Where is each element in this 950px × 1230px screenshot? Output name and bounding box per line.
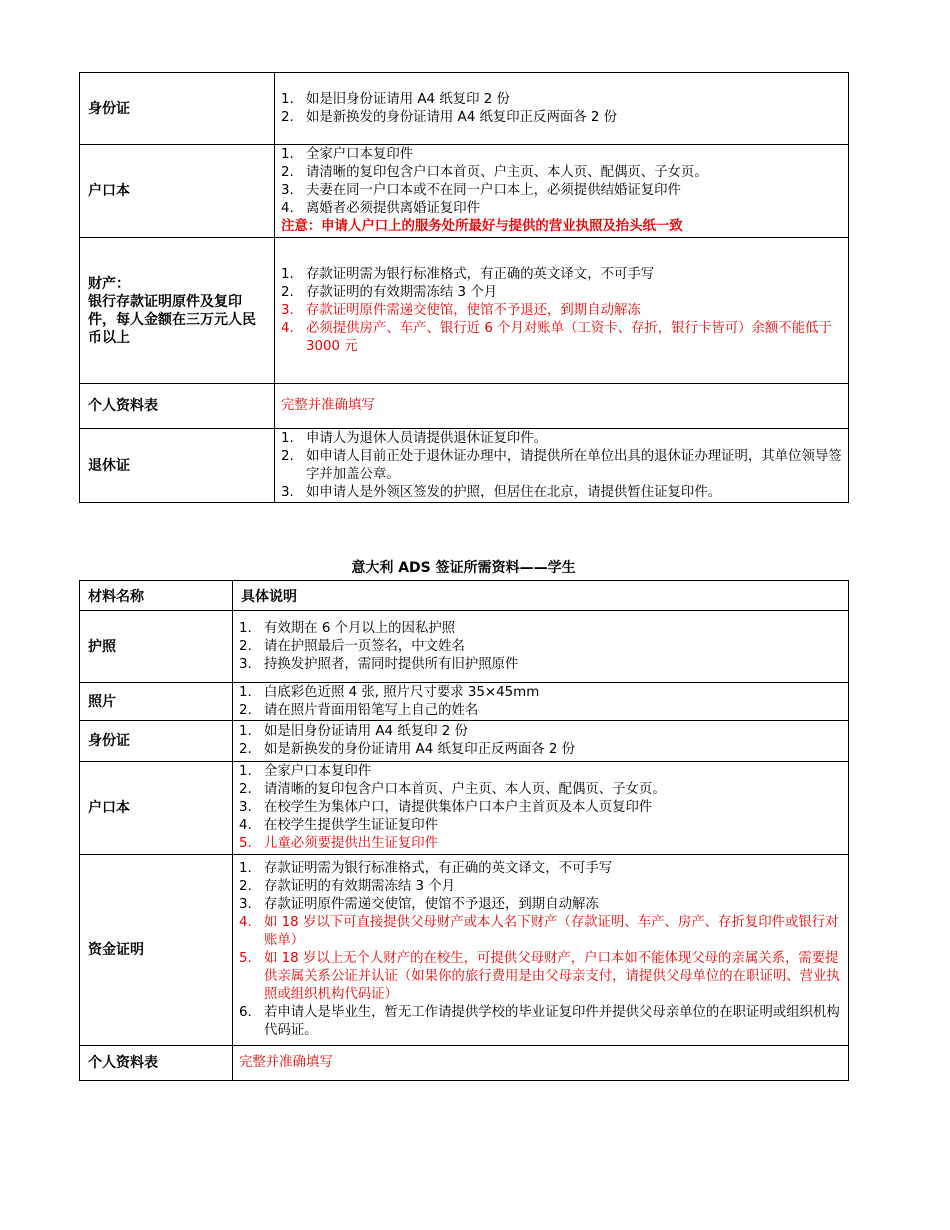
list-item: 3. 夫妻在同一户口本或不在同一户口本上，必须提供结婚证复印件 bbox=[281, 183, 681, 198]
table-row bbox=[80, 429, 849, 503]
list-item: 1. 申请人为退休人员请提供退休证复印件。 bbox=[281, 430, 548, 446]
row-content bbox=[233, 762, 849, 855]
list-item: 5. 儿童必须要提供出生证复印件 bbox=[239, 836, 439, 851]
row-content bbox=[275, 429, 849, 503]
list-item: 2. 请在照片背面用铅笔写上自己的姓名 bbox=[239, 702, 479, 718]
row-label-passport: 护照 bbox=[80, 611, 233, 683]
table-row bbox=[80, 762, 849, 855]
row-content: 完整并准确填写 bbox=[233, 1046, 849, 1081]
table-row bbox=[80, 145, 849, 238]
list-item: 6. 若申请人是毕业生，暂无工作请提供学校的毕业证复印件并提供父母亲单位的在职证明或组织机构代码证。 bbox=[239, 1005, 840, 1038]
row-label-household-register: 户口本 bbox=[80, 762, 233, 855]
row-content bbox=[233, 855, 849, 1046]
list-item: 3. 存款证明原件需递交使馆，使馆不予退还，到期自动解冻 bbox=[239, 897, 599, 912]
row-content bbox=[275, 73, 849, 145]
list-item: 1. 白底彩色近照 4 张, 照片尺寸要求 35×45mm bbox=[239, 684, 540, 700]
list-item: 3. 存款证明原件需递交使馆，使馆不予退还，到期自动解冻 bbox=[281, 302, 641, 318]
list-item: 2. 如是新换发的身份证请用 A4 纸复印正反两面各 2 份 bbox=[281, 109, 618, 125]
row-content bbox=[275, 145, 849, 238]
row-label-funds-proof: 资金证明 bbox=[80, 855, 233, 1046]
row-label-assets: 财产： 银行存款证明原件及复印件，每人金额在三万元人民币以上 bbox=[80, 238, 275, 384]
row-label-retirement-card: 退休证 bbox=[80, 429, 275, 503]
row-label-photo: 照片 bbox=[80, 683, 233, 721]
list-item: 5. 如 18 岁以上无个人财产的在校生，可提供父母财产，户口本如不能体现父母的亲属关系，需要提供亲属关系公证并认证（如果你的旅行费用是由父母亲支付，请提供父母单位的在职证明、营业执照或组织机构代码证） bbox=[239, 951, 840, 1002]
list-item: 2. 存款证明的有效期需冻结 3 个月 bbox=[239, 879, 456, 894]
row-content: 完整并准确填写 bbox=[275, 384, 849, 429]
row-label-personal-form: 个人资料表 bbox=[80, 384, 275, 429]
list-item: 2. 如是新换发的身份证请用 A4 纸复印正反两面各 2 份 bbox=[239, 742, 576, 757]
table-row bbox=[80, 721, 849, 762]
row-label-id-card: 身份证 bbox=[80, 73, 275, 145]
list-item: 3. 持换发护照者，需同时提供所有旧护照原件 bbox=[239, 656, 519, 672]
list-item: 2. 请在护照最后一页签名，中文姓名 bbox=[239, 638, 465, 654]
list-item: 1. 如是旧身份证请用 A4 纸复印 2 份 bbox=[239, 724, 468, 739]
household-note: 注意：申请人户口上的服务处所最好与提供的营业执照及抬头纸一致 bbox=[281, 219, 683, 234]
requirements-table-1 bbox=[79, 72, 849, 503]
list-item: 1. 全家户口本复印件 bbox=[239, 764, 372, 779]
list-item: 3. 在校学生为集体户口，请提供集体户口本户主首页及本人页复印件 bbox=[239, 800, 653, 815]
table-row bbox=[80, 384, 849, 429]
table-row bbox=[80, 611, 849, 683]
table-row bbox=[80, 1046, 849, 1081]
table-row bbox=[80, 73, 849, 145]
row-content bbox=[233, 611, 849, 683]
row-content bbox=[233, 721, 849, 762]
list-item: 4. 如 18 岁以下可直接提供父母财产或本人名下财产（存款证明、车产、房产、存折复印件或银行对账单） bbox=[239, 915, 839, 948]
list-item: 4. 必须提供房产、车产、银行近 6 个月对账单（工资卡、存折，银行卡皆可）余额不能低于 3000 元 bbox=[281, 320, 832, 354]
table-row bbox=[80, 855, 849, 1046]
list-item: 2. 如申请人目前正处于退休证办理中，请提供所在单位出具的退休证办理证明，其单位领导签字并加盖公章。 bbox=[281, 448, 842, 482]
list-item: 2. 请清晰的复印包含户口本首页、户主页、本人页、配偶页、子女页。 bbox=[239, 782, 666, 797]
row-label-id-card: 身份证 bbox=[80, 721, 233, 762]
header-details: 具体说明 bbox=[233, 581, 849, 611]
table-row bbox=[80, 683, 849, 721]
header-material-name: 材料名称 bbox=[80, 581, 233, 611]
list-item: 1. 如是旧身份证请用 A4 纸复印 2 份 bbox=[281, 91, 510, 107]
list-item: 4. 在校学生提供学生证证复印件 bbox=[239, 818, 439, 833]
list-item: 1. 存款证明需为银行标准格式，有正确的英文译文，不可手写 bbox=[281, 266, 655, 282]
student-section-title: 意大利 ADS 签证所需资料——学生 bbox=[351, 560, 576, 576]
list-item: 3. 如申请人是外领区签发的护照，但居住在北京，请提供暂住证复印件。 bbox=[281, 484, 722, 500]
list-item: 1. 存款证明需为银行标准格式，有正确的英文译文，不可手写 bbox=[239, 861, 613, 876]
row-content bbox=[233, 683, 849, 721]
list-item: 4. 离婚者必须提供离婚证复印件 bbox=[281, 201, 481, 216]
row-content bbox=[275, 238, 849, 384]
row-label-personal-form: 个人资料表 bbox=[80, 1046, 233, 1081]
table-header-row bbox=[80, 581, 849, 611]
list-item: 1. 全家户口本复印件 bbox=[281, 147, 414, 162]
list-item: 2. 请清晰的复印包含户口本首页、户主页、本人页、配偶页、子女页。 bbox=[281, 165, 708, 180]
requirements-table-2 bbox=[79, 580, 849, 1081]
row-label-household-register: 户口本 bbox=[80, 145, 275, 238]
table-row bbox=[80, 238, 849, 384]
list-item: 2. 存款证明的有效期需冻结 3 个月 bbox=[281, 284, 498, 300]
list-item: 1. 有效期在 6 个月以上的因私护照 bbox=[239, 620, 456, 636]
